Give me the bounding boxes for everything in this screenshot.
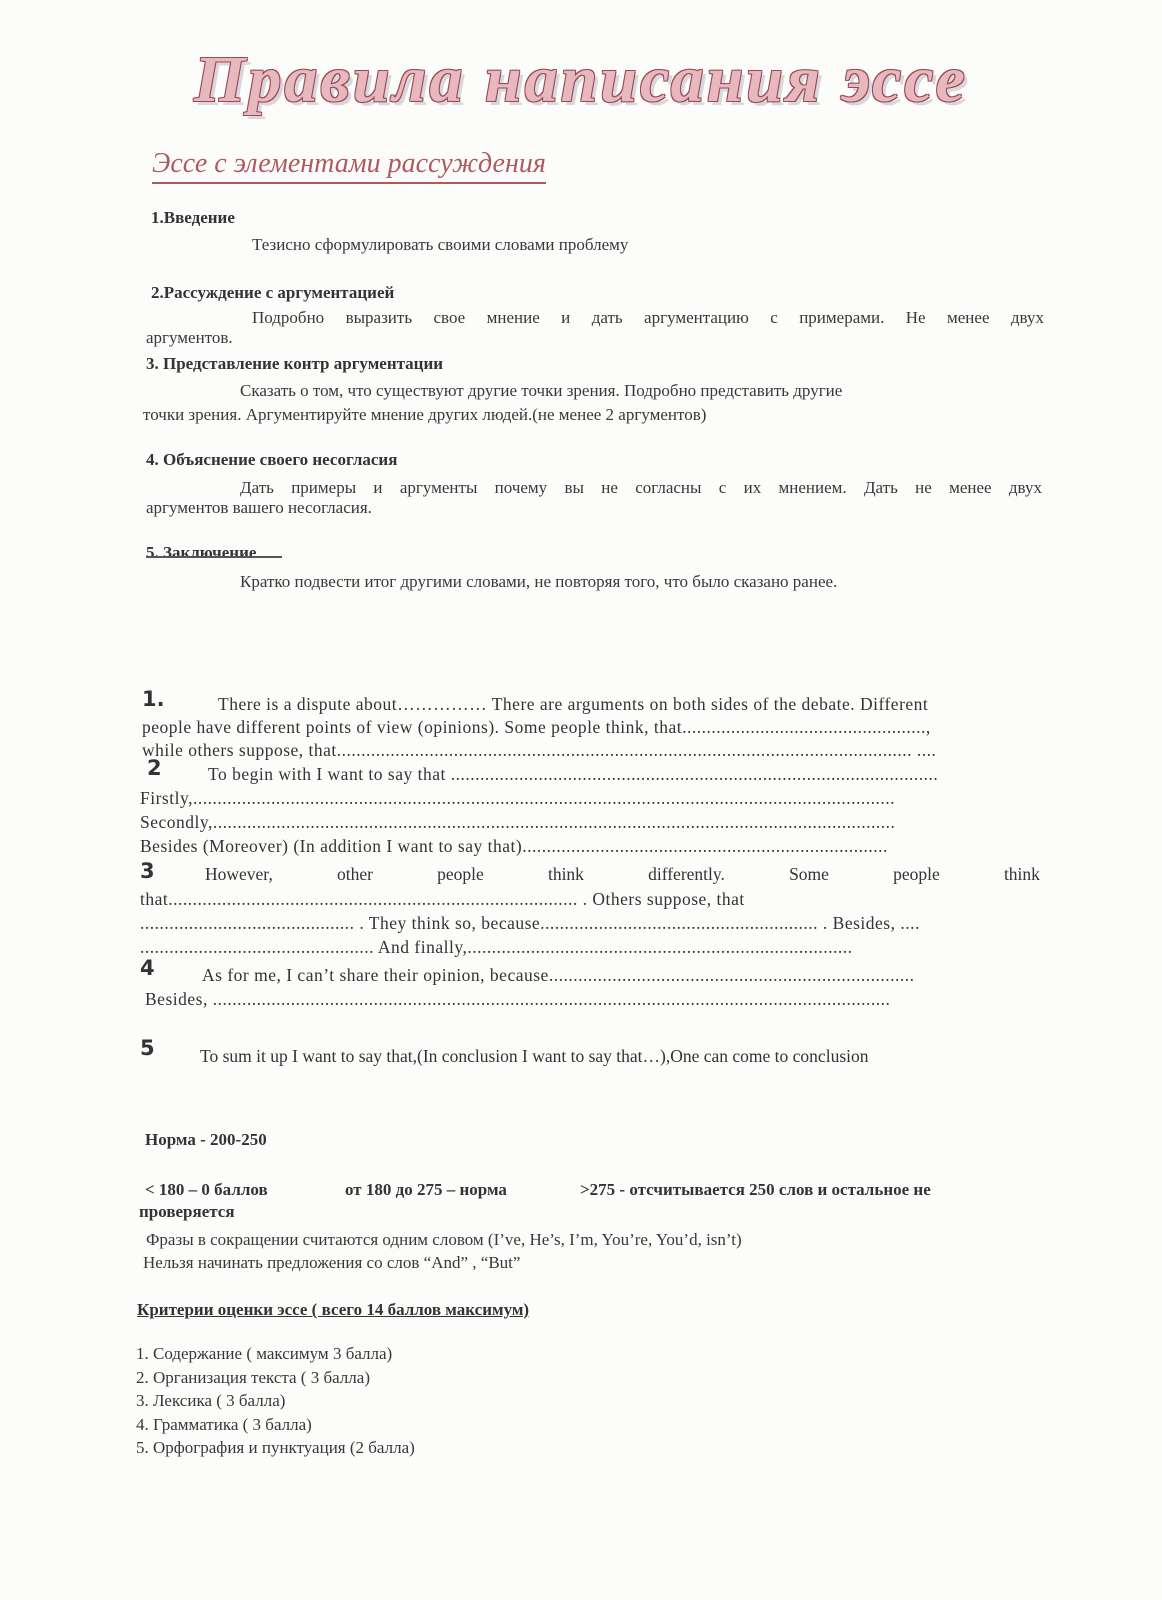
norm-part2: от 180 до 275 – норма bbox=[345, 1180, 507, 1199]
norm-part1: < 180 – 0 баллов bbox=[145, 1180, 268, 1199]
norm-part3: >275 - отсчитывается 250 слов и остальное не bbox=[580, 1180, 931, 1199]
template-3-number: 3 bbox=[140, 859, 155, 883]
section-3-text-line1: Сказать о том, что существуют другие точки зрения. Подробно представить другие bbox=[240, 381, 843, 400]
criteria-list bbox=[136, 1342, 415, 1460]
template-3-line3: ............................................ . They think so, because......................................................... . Besides, .... bbox=[140, 913, 920, 933]
section-1-text: Тезисно сформулировать своими словами проблему bbox=[252, 235, 629, 254]
template-4-number: 4 bbox=[140, 956, 155, 980]
template-3-line2: that.................................................................................... . Others suppose, that bbox=[140, 889, 745, 909]
section-5-heading: 5. Заключение bbox=[146, 543, 257, 562]
strike-line bbox=[146, 556, 282, 558]
section-2-heading: 2.Рассуждение с аргументацией bbox=[151, 283, 395, 302]
criteria-heading: Критерии оценки эссе ( всего 14 баллов максимум) bbox=[137, 1300, 530, 1319]
section-2-text-line2: аргументов. bbox=[146, 328, 233, 347]
section-4-text-line2: аргументов вашего несогласия. bbox=[146, 498, 372, 517]
template-1-line3: while others suppose, that...................................................................................................................... .... bbox=[142, 740, 937, 760]
template-4-line2: Besides, ........................................................................................................................................... bbox=[145, 989, 891, 1009]
criteria-item: 5. Орфография и пунктуация (2 балла) bbox=[136, 1438, 415, 1457]
section-4-heading: 4. Объяснение своего несогласия bbox=[146, 450, 398, 469]
section-5-text: Кратко подвести итог другими словами, не повторяя того, что было сказано ранее. bbox=[240, 572, 838, 591]
template-4-line1: As for me, I can’t share their opinion, because........................................................................... bbox=[202, 965, 915, 985]
norm-label: Норма - 200-250 bbox=[145, 1130, 267, 1149]
template-5-number: 5 bbox=[140, 1036, 155, 1060]
template-3-line4: ................................................ And finally,............................................................................... bbox=[140, 937, 853, 957]
subtitle: Эссе с элементами рассуждения bbox=[152, 148, 546, 184]
section-1-heading: 1.Введение bbox=[151, 208, 235, 227]
template-2-line3: Secondly,............................................................................................................................................ bbox=[140, 812, 896, 832]
criteria-item: 3. Лексика ( 3 балла) bbox=[136, 1391, 286, 1410]
template-1-line1: There is a dispute about…………… There are arguments on both sides of the debate. Different bbox=[218, 694, 929, 714]
template-2-line4: Besides (Moreover) (In addition I want to say that)........................................................................... bbox=[140, 836, 888, 856]
template-1-number: 1. bbox=[142, 687, 165, 711]
criteria-item: 2. Организация текста ( 3 балла) bbox=[136, 1367, 370, 1387]
criteria-item: 4. Грамматика ( 3 балла) bbox=[136, 1414, 312, 1434]
section-3-heading: 3. Представление контр аргументации bbox=[146, 354, 444, 373]
section-2-text-line1: Подробно выразить свое мнение и дать аргументацию с примерами. Не менее двух bbox=[252, 308, 1044, 327]
template-5-line1: To sum it up I want to say that,(In conclusion I want to say that…),One can come to conclusion bbox=[200, 1046, 869, 1066]
section-4-text-line1: Дать примеры и аргументы почему вы не согласны с их мнением. Дать не менее двух bbox=[240, 478, 1042, 497]
norm-line2: Фразы в сокращении считаются одним словом (I’ve, He’s, I’m, You’re, You’d, isn’t) bbox=[146, 1230, 742, 1249]
norm-part3b: проверяется bbox=[139, 1202, 235, 1221]
template-2-line2: Firstly,................................................................................................................................................ bbox=[140, 788, 895, 808]
template-3-line1: However, other people think differently. Some people think bbox=[205, 864, 1040, 884]
section-3-text-line2: точки зрения. Аргументируйте мнение других людей.(не менее 2 аргументов) bbox=[143, 405, 707, 424]
criteria-item: 1. Содержание ( максимум 3 балла) bbox=[136, 1344, 393, 1363]
template-2-number: 2 bbox=[147, 756, 162, 780]
main-title: Правила написания эссе bbox=[194, 43, 968, 116]
template-2-line1: To begin with I want to say that .................................................................................................... bbox=[208, 764, 939, 784]
norm-line3: Нельзя начинать предложения со слов “And” , “But” bbox=[143, 1253, 521, 1272]
template-1-line2: people have different points of view (opinions). Some people think, that.................................................., bbox=[142, 717, 931, 737]
